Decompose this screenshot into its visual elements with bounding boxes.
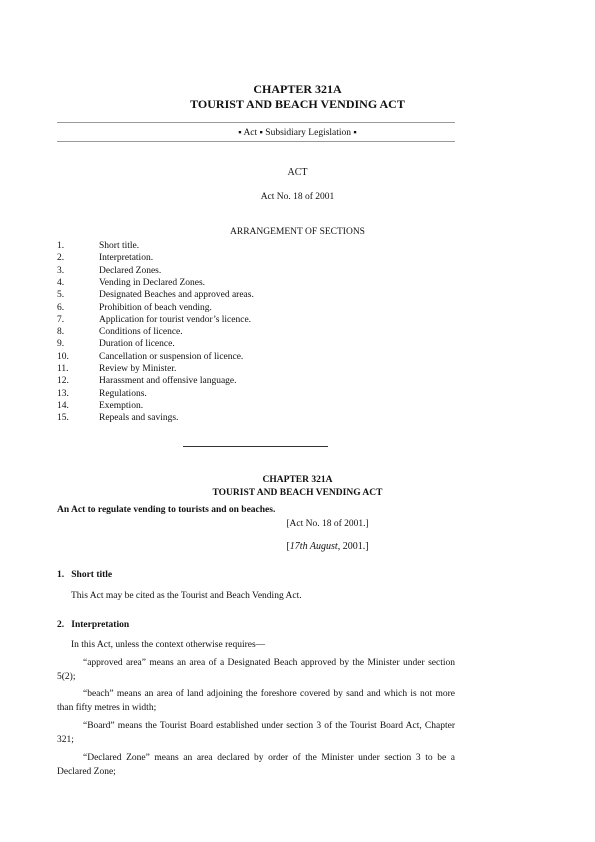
section-link[interactable]: Declared Zones.	[99, 265, 162, 276]
section-divider	[183, 446, 328, 447]
body-act-title: TOURIST AND BEACH VENDING ACT	[212, 488, 383, 498]
section-number: 10.	[57, 351, 69, 362]
section-link[interactable]: Prohibition of beach vending.	[99, 302, 212, 313]
section-number: 9.	[57, 339, 65, 350]
commencement-day: 17th August	[289, 541, 338, 552]
commencement-date	[0, 541, 595, 552]
definition-board: “Board” means the Tourist Board established under section 3 of the Tourist Board Act, Chapter 321;	[57, 721, 455, 745]
section-number: 12.	[57, 376, 69, 387]
chapter-heading: CHAPTER 321A	[253, 82, 342, 96]
section-number: 13.	[57, 388, 69, 399]
commencement-year: , 2001.]	[337, 541, 369, 552]
section-link[interactable]: Application for tourist vendor’s licence.	[99, 314, 252, 325]
act-reference: [Act No. 18 of 2001.]	[286, 519, 369, 529]
section-number: 4.	[57, 277, 65, 288]
section-number: 15.	[57, 413, 69, 424]
section-number: 1.	[57, 241, 65, 251]
section-link[interactable]: Review by Minister.	[99, 364, 177, 374]
section-number: 5.	[57, 290, 65, 301]
act-heading: ACT	[287, 167, 308, 178]
section-link[interactable]: Interpretation.	[99, 253, 154, 264]
act-link[interactable]: Act	[243, 128, 258, 138]
act-number: Act No. 18 of 2001	[260, 192, 335, 202]
section-2-intro: In this Act, unless the context otherwise requires—	[71, 640, 266, 650]
section-number: 3.	[57, 265, 65, 276]
bullet-icon: ▪	[353, 128, 357, 138]
section-number: 11.	[57, 364, 69, 374]
bullet-icon: ▪	[259, 128, 263, 138]
section-link[interactable]: Designated Beaches and approved areas.	[99, 290, 254, 301]
section-link[interactable]: Conditions of licence.	[99, 327, 183, 338]
section-link[interactable]: Short title.	[99, 241, 140, 251]
definition-beach: “beach” means an area of land adjoining the foreshore covered by sand and which is not more than fifty metres in width;	[57, 689, 455, 713]
arrangement-heading: ARRANGEMENT OF SECTIONS	[230, 227, 365, 237]
section-number: 6.	[57, 302, 65, 313]
section-link[interactable]: Regulations.	[99, 388, 147, 399]
legislation-nav	[0, 127, 595, 139]
section-link[interactable]: Vending in Declared Zones.	[99, 277, 206, 288]
section-number: 7.	[57, 314, 65, 325]
section-number: 14.	[57, 400, 69, 411]
body-chapter-heading: CHAPTER 321A	[262, 475, 333, 485]
section-number: 8.	[57, 327, 65, 338]
section-link[interactable]: Repeals and savings.	[99, 413, 179, 424]
bullet-icon: ▪	[238, 128, 242, 138]
section-link[interactable]: Cancellation or suspension of licence.	[99, 351, 244, 362]
section-link[interactable]: Exemption.	[99, 400, 144, 411]
act-title: TOURIST AND BEACH VENDING ACT	[190, 97, 405, 111]
section-1-text: This Act may be cited as the Tourist and Beach Vending Act.	[71, 591, 302, 601]
section-2-heading: 2. Interpretation	[57, 620, 130, 630]
nav-divider	[57, 141, 455, 142]
definition-declared-zone: “Declared Zone” means an area declared by order of the Minister under section 3 to be a Declared Zone;	[57, 753, 455, 777]
top-divider	[57, 122, 455, 123]
definition-approved-area: “approved area” means an area of a Designated Beach approved by the Minister under section 5(2);	[57, 658, 455, 682]
subsidiary-legislation-link[interactable]: Subsidiary Legislation	[265, 128, 352, 138]
bracket-open: [	[286, 541, 290, 552]
section-link[interactable]: Harassment and offensive language.	[99, 376, 237, 387]
section-link[interactable]: Duration of licence.	[99, 339, 175, 350]
section-1-heading: 1. Short title	[57, 570, 113, 580]
section-number: 2.	[57, 253, 65, 264]
long-title: An Act to regulate vending to tourists and on beaches.	[57, 505, 276, 515]
